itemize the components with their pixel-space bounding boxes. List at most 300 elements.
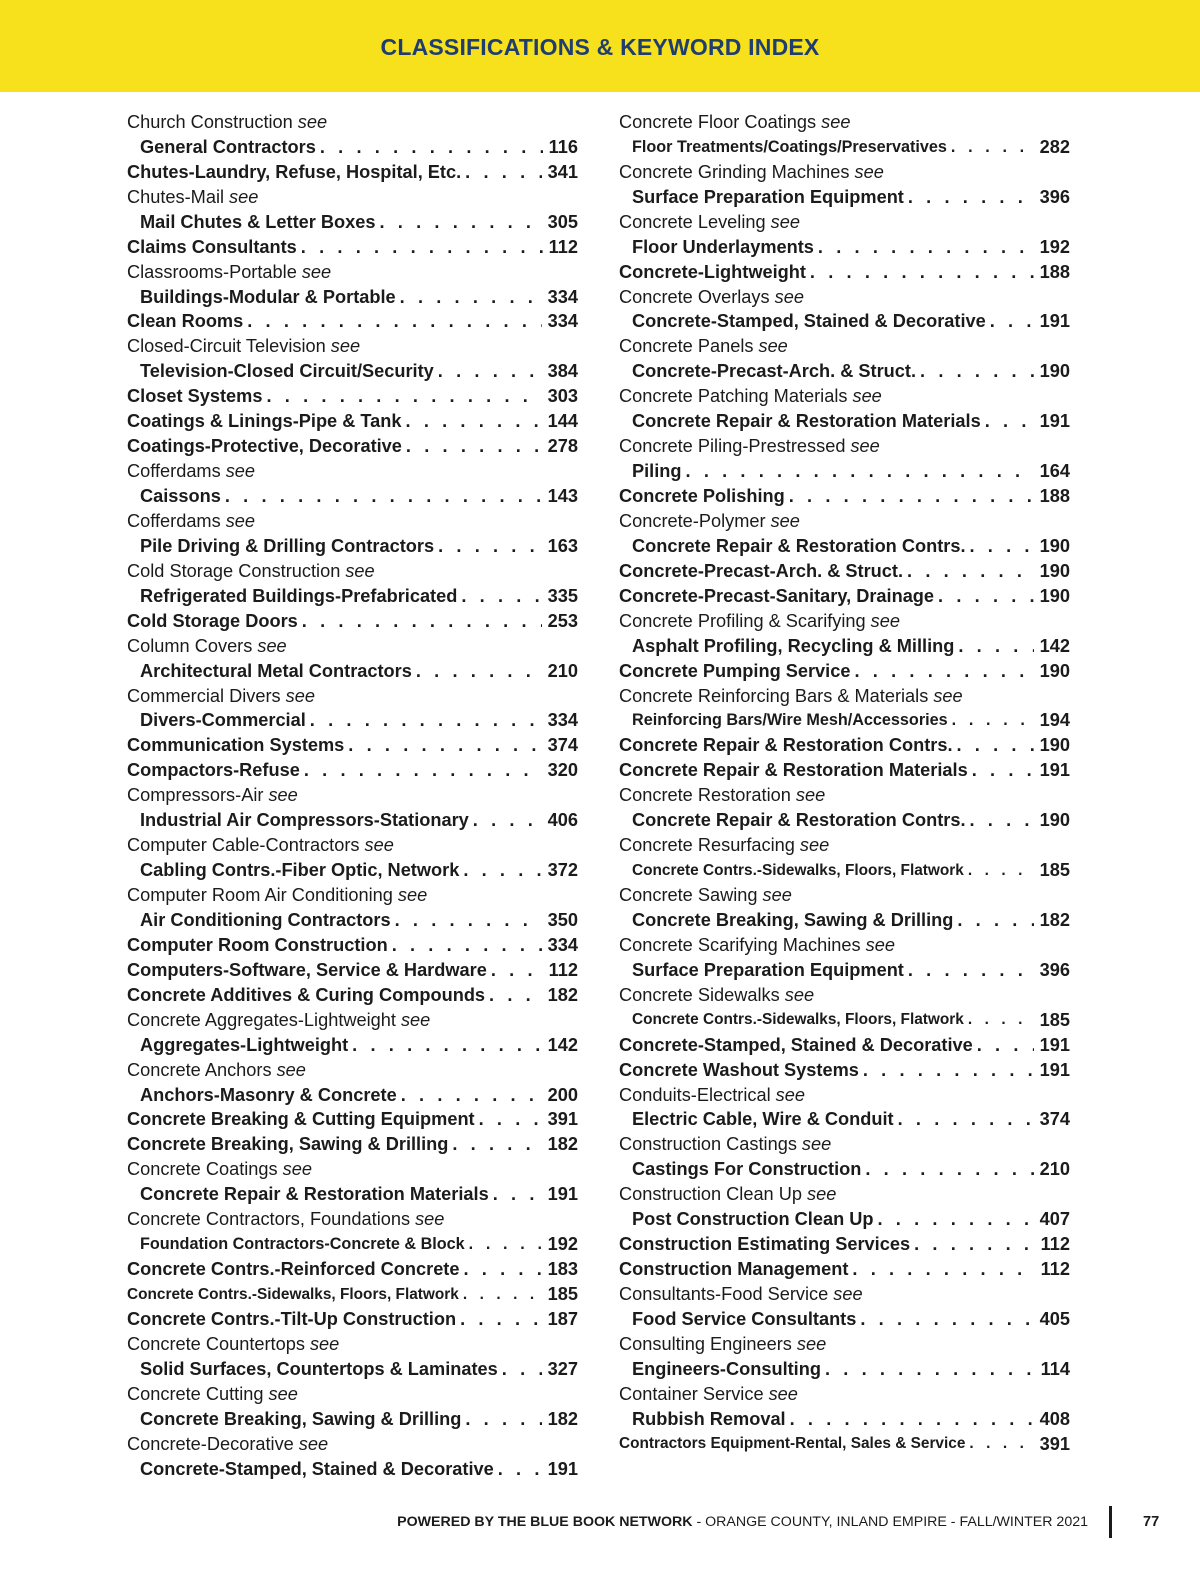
see-keyword: see <box>297 111 328 132</box>
index-see-entry <box>619 384 1070 409</box>
page-reference: 164 <box>1039 461 1070 482</box>
index-see-entry <box>619 434 1070 459</box>
dot-leader <box>958 636 1033 657</box>
see-keyword: see <box>229 186 259 207</box>
page-reference: 407 <box>1039 1209 1070 1230</box>
dot-leader <box>789 486 1034 507</box>
see-keyword: see <box>309 1333 340 1354</box>
index-see-entry <box>127 559 578 584</box>
classification-name: Coatings-Protective, Decorative <box>127 436 402 457</box>
classification-name: Concrete Additives & Curing Compounds <box>127 984 486 1005</box>
page-reference: 191 <box>1039 760 1070 781</box>
index-classification-entry <box>619 1157 1070 1182</box>
page-reference: 191 <box>547 1184 578 1205</box>
see-keyword: see <box>796 1333 827 1354</box>
dot-leader <box>392 935 542 956</box>
see-keyword: see <box>415 1209 445 1230</box>
page-reference: 282 <box>1039 136 1070 157</box>
dot-leader <box>969 1435 1033 1453</box>
index-see-entry <box>127 509 578 534</box>
classification-name: Floor Underlayments <box>632 236 814 257</box>
see-keyword: see <box>768 1383 798 1404</box>
dot-leader <box>301 237 543 258</box>
index-see-entry <box>619 1132 1070 1157</box>
classification-name: Concrete-Stamped, Stained & Decorative <box>632 311 986 332</box>
dot-leader <box>460 1309 542 1330</box>
classification-name: Concrete Breaking & Cutting Equipment <box>127 1109 475 1130</box>
see-entry-term: Church Construction <box>127 111 293 132</box>
dot-leader <box>320 137 543 158</box>
page-reference: 391 <box>1039 1433 1070 1454</box>
classification-name: Communication Systems <box>127 735 345 756</box>
dot-leader <box>406 436 542 457</box>
classification-name: Contractors Equipment-Rental, Sales & Service <box>619 1435 966 1453</box>
classification-name: Concrete-Stamped, Stained & Decorative <box>140 1458 494 1479</box>
classification-name: Surface Preparation Equipment <box>632 186 904 207</box>
classification-name: Reinforcing Bars/Wire Mesh/Accessories <box>632 711 948 730</box>
see-entry-term: Concrete Resurfacing <box>619 835 795 856</box>
index-classification-entry <box>127 384 578 409</box>
see-entry-term: Concrete Panels <box>619 336 754 357</box>
index-classification-entry <box>619 634 1070 659</box>
index-classification-entry <box>127 733 578 758</box>
dot-leader <box>825 1359 1035 1380</box>
page-reference: 374 <box>1039 1109 1070 1130</box>
dot-leader <box>907 561 1034 582</box>
see-keyword: see <box>854 161 884 182</box>
see-entry-term: Computer Room Air Conditioning <box>127 885 393 906</box>
classification-name: Concrete Washout Systems <box>619 1059 859 1080</box>
index-classification-entry <box>619 584 1070 609</box>
classification-name: Concrete Repair & Restoration Contrs. <box>619 735 953 756</box>
classification-name: Concrete Polishing <box>619 486 785 507</box>
classification-name: Concrete Breaking, Sawing & Drilling <box>632 909 954 930</box>
page-reference: 278 <box>547 436 578 457</box>
index-classification-entry <box>127 709 578 734</box>
dot-leader <box>878 1209 1034 1230</box>
index-classification-entry <box>127 758 578 783</box>
page-reference: 191 <box>547 1458 578 1479</box>
dot-leader <box>302 611 542 632</box>
index-classification-entry <box>619 908 1070 933</box>
classification-name: Piling <box>632 461 682 482</box>
see-entry-term: Concrete Floor Coatings <box>619 111 817 132</box>
see-keyword: see <box>870 610 900 631</box>
classification-name: Claims Consultants <box>127 236 297 257</box>
page-reference: 406 <box>547 810 578 831</box>
page-reference: 142 <box>1039 635 1070 656</box>
dot-leader <box>852 1259 1034 1280</box>
index-see-entry <box>619 1182 1070 1207</box>
classification-name: Concrete Contrs.-Reinforced Concrete <box>127 1259 460 1280</box>
page-reference: 182 <box>547 984 578 1005</box>
see-keyword: see <box>276 1059 306 1080</box>
see-keyword: see <box>850 436 880 457</box>
see-entry-term: Consulting Engineers <box>619 1333 792 1354</box>
index-see-entry <box>619 1083 1070 1108</box>
dot-leader <box>498 1459 542 1480</box>
index-classification-entry <box>127 235 578 260</box>
classification-name: Concrete Repair & Restoration Materials <box>140 1184 489 1205</box>
classification-name: Floor Treatments/Coatings/Preservatives <box>632 137 947 156</box>
dot-leader <box>854 661 1033 682</box>
page-reference: 341 <box>547 161 578 182</box>
see-keyword: see <box>770 510 800 531</box>
page-reference: 112 <box>1040 1259 1070 1280</box>
index-classification-entry <box>619 409 1070 434</box>
dot-leader <box>348 735 541 756</box>
see-keyword: see <box>298 1433 329 1454</box>
index-classification-entry <box>127 434 578 459</box>
index-see-entry <box>619 883 1070 908</box>
index-see-entry <box>127 684 578 709</box>
see-entry-term: Concrete Restoration <box>619 785 791 806</box>
see-keyword: see <box>762 885 792 906</box>
index-see-entry <box>127 1058 578 1083</box>
page-footer <box>0 1512 1200 1536</box>
page-reference: 408 <box>1039 1408 1070 1429</box>
dot-leader <box>406 411 542 432</box>
dot-leader <box>790 1409 1034 1430</box>
index-classification-entry <box>127 1108 578 1133</box>
index-classification-entry <box>127 534 578 559</box>
page-reference: 182 <box>1039 909 1070 930</box>
index-see-entry <box>619 609 1070 634</box>
page-reference: 303 <box>547 386 578 407</box>
index-classification-entry <box>127 160 578 185</box>
index-classification-entry <box>127 1457 578 1482</box>
index-classification-entry <box>619 1207 1070 1232</box>
dot-leader <box>970 810 1034 831</box>
index-see-entry <box>619 1282 1070 1307</box>
index-classification-entry <box>619 185 1070 210</box>
see-keyword: see <box>225 461 256 482</box>
see-entry-term: Concrete Piling-Prestressed <box>619 436 846 457</box>
index-classification-entry <box>127 933 578 958</box>
see-entry-term: Concrete Anchors <box>127 1059 272 1080</box>
dot-leader <box>304 760 542 781</box>
dot-leader <box>401 1085 542 1106</box>
page-reference: 384 <box>547 361 578 382</box>
classification-name: Concrete Breaking, Sawing & Drilling <box>127 1134 449 1155</box>
footer-region: - ORANGE COUNTY, INLAND EMPIRE - FALL/WINTER 2021 <box>692 1514 1088 1530</box>
page-reference: 190 <box>1039 660 1070 681</box>
dot-leader <box>686 461 1034 482</box>
index-see-entry <box>127 1432 578 1457</box>
dot-leader <box>952 711 1034 730</box>
dot-leader <box>502 1359 542 1380</box>
index-see-entry <box>127 459 578 484</box>
index-classification-entry <box>127 310 578 335</box>
classification-name: Rubbish Removal <box>632 1408 786 1429</box>
classification-name: Refrigerated Buildings-Prefabricated <box>140 585 458 606</box>
see-entry-term: Column Covers <box>127 635 253 656</box>
classification-name: Closet Systems <box>127 386 263 407</box>
dot-leader <box>865 1159 1033 1180</box>
index-classification-entry <box>127 584 578 609</box>
classification-name: Divers-Commercial <box>140 710 306 731</box>
see-keyword: see <box>397 885 428 906</box>
classification-name: Computers-Software, Service & Hardware <box>127 959 487 980</box>
index-classification-entry <box>127 1132 578 1157</box>
index-see-entry <box>127 185 578 210</box>
page-reference: 191 <box>1039 1034 1070 1055</box>
page-reference: 327 <box>547 1358 578 1379</box>
index-column-left <box>127 110 578 1482</box>
dot-leader <box>863 1060 1034 1081</box>
page-reference: 190 <box>1039 361 1070 382</box>
page-reference: 190 <box>1039 735 1070 756</box>
classification-name: Cabling Contrs.-Fiber Optic, Network <box>140 860 460 881</box>
page-reference: 163 <box>547 535 578 556</box>
page-reference: 116 <box>548 136 578 157</box>
see-entry-term: Concrete Overlays <box>619 286 770 307</box>
classification-name: Solid Surfaces, Countertops & Laminates <box>140 1358 498 1379</box>
index-see-entry <box>619 285 1070 310</box>
dot-leader <box>493 1184 542 1205</box>
dot-leader <box>438 536 542 557</box>
dot-leader <box>266 386 541 407</box>
classification-name: Food Service Consultants <box>632 1308 857 1329</box>
classification-name: Concrete Contrs.-Sidewalks, Floors, Flatwork <box>127 1285 459 1303</box>
index-classification-entry <box>619 1008 1070 1033</box>
index-see-entry <box>619 509 1070 534</box>
page-reference: 112 <box>548 959 578 980</box>
dot-leader <box>985 411 1034 432</box>
classification-name: Concrete Contrs.-Sidewalks, Floors, Flatwork <box>632 861 964 879</box>
see-keyword: see <box>225 510 256 531</box>
dot-leader <box>473 810 542 831</box>
index-classification-entry <box>619 733 1070 758</box>
see-keyword: see <box>806 1184 837 1205</box>
index-see-entry <box>619 933 1070 958</box>
classification-name: Asphalt Profiling, Recycling & Milling <box>632 635 955 656</box>
index-classification-entry <box>127 908 578 933</box>
dot-leader <box>379 212 541 233</box>
see-entry-term: Cofferdams <box>127 461 221 482</box>
index-classification-entry <box>619 135 1070 160</box>
see-keyword: see <box>285 685 315 706</box>
page-reference: 185 <box>1039 860 1070 881</box>
dot-leader <box>465 1409 541 1430</box>
classification-name: General Contractors <box>140 136 316 157</box>
see-entry-term: Commercial Divers <box>127 685 281 706</box>
index-see-entry <box>619 210 1070 235</box>
index-classification-entry <box>127 1232 578 1257</box>
index-classification-entry <box>619 235 1070 260</box>
see-keyword: see <box>257 635 287 656</box>
classification-name: Industrial Air Compressors-Stationary <box>140 810 469 831</box>
footer-divider <box>1109 1506 1112 1538</box>
page-reference: 185 <box>547 1284 578 1305</box>
classification-name: Concrete Repair & Restoration Materials <box>619 760 968 781</box>
classification-name: Architectural Metal Contractors <box>140 660 412 681</box>
classification-name: Castings For Construction <box>632 1159 862 1180</box>
index-classification-entry <box>127 285 578 310</box>
see-entry-term: Concrete Cutting <box>127 1383 264 1404</box>
page-reference: 396 <box>1039 186 1070 207</box>
page-reference: 112 <box>548 236 578 257</box>
page-reference: 190 <box>1039 535 1070 556</box>
dot-leader <box>461 586 541 607</box>
dot-leader <box>957 735 1034 756</box>
classification-name: Construction Estimating Services <box>619 1234 911 1255</box>
page-number: 77 <box>1143 1514 1160 1530</box>
index-classification-entry <box>127 659 578 684</box>
classification-name: Concrete Pumping Service <box>619 660 851 681</box>
index-classification-entry <box>127 808 578 833</box>
classification-name: Concrete-Stamped, Stained & Decorative <box>619 1034 973 1055</box>
classification-name: Cold Storage Doors <box>127 610 298 631</box>
dot-leader <box>225 486 542 507</box>
index-see-entry <box>619 684 1070 709</box>
dot-leader <box>247 311 541 332</box>
dot-leader <box>416 661 542 682</box>
see-keyword: see <box>784 984 815 1005</box>
see-entry-term: Concrete Contractors, Foundations <box>127 1209 411 1230</box>
see-keyword: see <box>770 211 800 232</box>
see-entry-term: Concrete Profiling & Scarifying <box>619 610 866 631</box>
header-banner <box>0 0 1200 92</box>
page-reference: 350 <box>547 909 578 930</box>
dot-leader <box>310 710 542 731</box>
index-classification-entry <box>127 1282 578 1307</box>
index-see-entry <box>619 1332 1070 1357</box>
index-classification-entry <box>619 808 1070 833</box>
index-classification-entry <box>127 983 578 1008</box>
dot-leader <box>977 1035 1034 1056</box>
see-keyword: see <box>774 286 804 307</box>
classification-name: Clean Rooms <box>127 311 244 332</box>
classification-name: Concrete-Precast-Arch. & Struct. <box>619 560 904 581</box>
index-classification-entry <box>127 210 578 235</box>
page-reference: 334 <box>547 934 578 955</box>
page-reference: 335 <box>547 585 578 606</box>
index-see-entry <box>127 110 578 135</box>
index-classification-entry <box>619 534 1070 559</box>
classification-name: Anchors-Masonry & Concrete <box>140 1084 397 1105</box>
dot-leader <box>970 536 1034 557</box>
see-entry-term: Computer Cable-Contractors <box>127 835 360 856</box>
classification-name: Air Conditioning Contractors <box>140 909 391 930</box>
classification-name: Foundation Contractors-Concrete & Block <box>140 1235 465 1254</box>
see-keyword: see <box>799 835 830 856</box>
classification-name: Coatings & Linings-Pipe & Tank <box>127 411 402 432</box>
see-entry-term: Concrete Grinding Machines <box>619 161 850 182</box>
index-classification-entry <box>619 758 1070 783</box>
see-keyword: see <box>801 1134 832 1155</box>
index-see-entry <box>619 783 1070 808</box>
index-classification-entry <box>619 359 1070 384</box>
dot-leader <box>438 361 542 382</box>
page-reference: 187 <box>547 1308 578 1329</box>
index-classification-entry <box>127 1083 578 1108</box>
index-column-right <box>619 110 1070 1457</box>
index-see-entry <box>127 1382 578 1407</box>
see-keyword: see <box>865 934 895 955</box>
see-entry-term: Concrete Scarifying Machines <box>619 934 861 955</box>
classification-name: Compactors-Refuse <box>127 760 300 781</box>
page-reference: 114 <box>1040 1358 1070 1379</box>
index-classification-entry <box>127 1307 578 1332</box>
dot-leader <box>463 1286 542 1304</box>
index-classification-entry <box>127 1357 578 1382</box>
page-reference: 182 <box>547 1134 578 1155</box>
classification-name: Computer Room Construction <box>127 934 388 955</box>
page-reference: 191 <box>1039 1059 1070 1080</box>
page-reference: 372 <box>547 860 578 881</box>
footer-text <box>397 1514 1088 1530</box>
dot-leader <box>908 187 1034 208</box>
page-reference: 305 <box>547 211 578 232</box>
index-classification-entry <box>619 260 1070 285</box>
classification-name: Surface Preparation Equipment <box>632 959 904 980</box>
index-classification-entry <box>619 1432 1070 1457</box>
index-see-entry <box>127 260 578 285</box>
see-entry-term: Classrooms-Portable <box>127 261 297 282</box>
see-keyword: see <box>345 560 375 581</box>
dot-leader <box>352 1035 541 1056</box>
classification-name: Concrete Breaking, Sawing & Drilling <box>140 1408 462 1429</box>
page-reference: 210 <box>1039 1159 1070 1180</box>
index-see-entry <box>127 783 578 808</box>
dot-leader <box>489 985 542 1006</box>
page-reference: 190 <box>1039 810 1070 831</box>
index-see-entry <box>127 1207 578 1232</box>
dot-leader <box>972 760 1034 781</box>
dot-leader <box>452 1134 541 1155</box>
see-entry-term: Concrete Countertops <box>127 1333 305 1354</box>
see-keyword: see <box>852 386 882 407</box>
dot-leader <box>810 262 1034 283</box>
classification-name: Mail Chutes & Letter Boxes <box>140 211 376 232</box>
classification-name: Post Construction Clean Up <box>632 1209 874 1230</box>
classification-name: Concrete-Precast-Sanitary, Drainage <box>619 585 935 606</box>
dot-leader <box>860 1309 1033 1330</box>
see-entry-term: Construction Castings <box>619 1134 797 1155</box>
index-see-entry <box>619 983 1070 1008</box>
classification-name: Aggregates-Lightweight <box>140 1034 349 1055</box>
see-keyword: see <box>400 1009 431 1030</box>
index-see-entry <box>619 334 1070 359</box>
index-classification-entry <box>619 1407 1070 1432</box>
page-reference: 188 <box>1039 261 1070 282</box>
index-see-entry <box>127 634 578 659</box>
dot-leader <box>908 960 1034 981</box>
footer-brand: POWERED BY THE BLUE BOOK NETWORK <box>397 1514 693 1530</box>
dot-leader <box>938 586 1034 607</box>
dot-leader <box>479 1109 542 1130</box>
classification-name: Concrete Repair & Restoration Contrs. <box>632 535 966 556</box>
page-reference: 253 <box>547 610 578 631</box>
index-classification-entry <box>127 484 578 509</box>
dot-leader <box>818 237 1034 258</box>
see-keyword: see <box>330 336 361 357</box>
index-see-entry <box>619 833 1070 858</box>
page-reference: 374 <box>547 735 578 756</box>
index-classification-entry <box>619 1232 1070 1257</box>
dot-leader <box>400 287 542 308</box>
classification-name: Pile Driving & Drilling Contractors <box>140 535 435 556</box>
dot-leader <box>914 1234 1035 1255</box>
page-reference: 192 <box>547 1234 578 1255</box>
page-reference: 192 <box>1039 236 1070 257</box>
index-see-entry <box>127 334 578 359</box>
classification-name: Chutes-Laundry, Refuse, Hospital, Etc. <box>127 161 462 182</box>
classification-name: Engineers-Consulting <box>632 1358 821 1379</box>
page-reference: 194 <box>1039 710 1070 731</box>
index-classification-entry <box>127 1033 578 1058</box>
